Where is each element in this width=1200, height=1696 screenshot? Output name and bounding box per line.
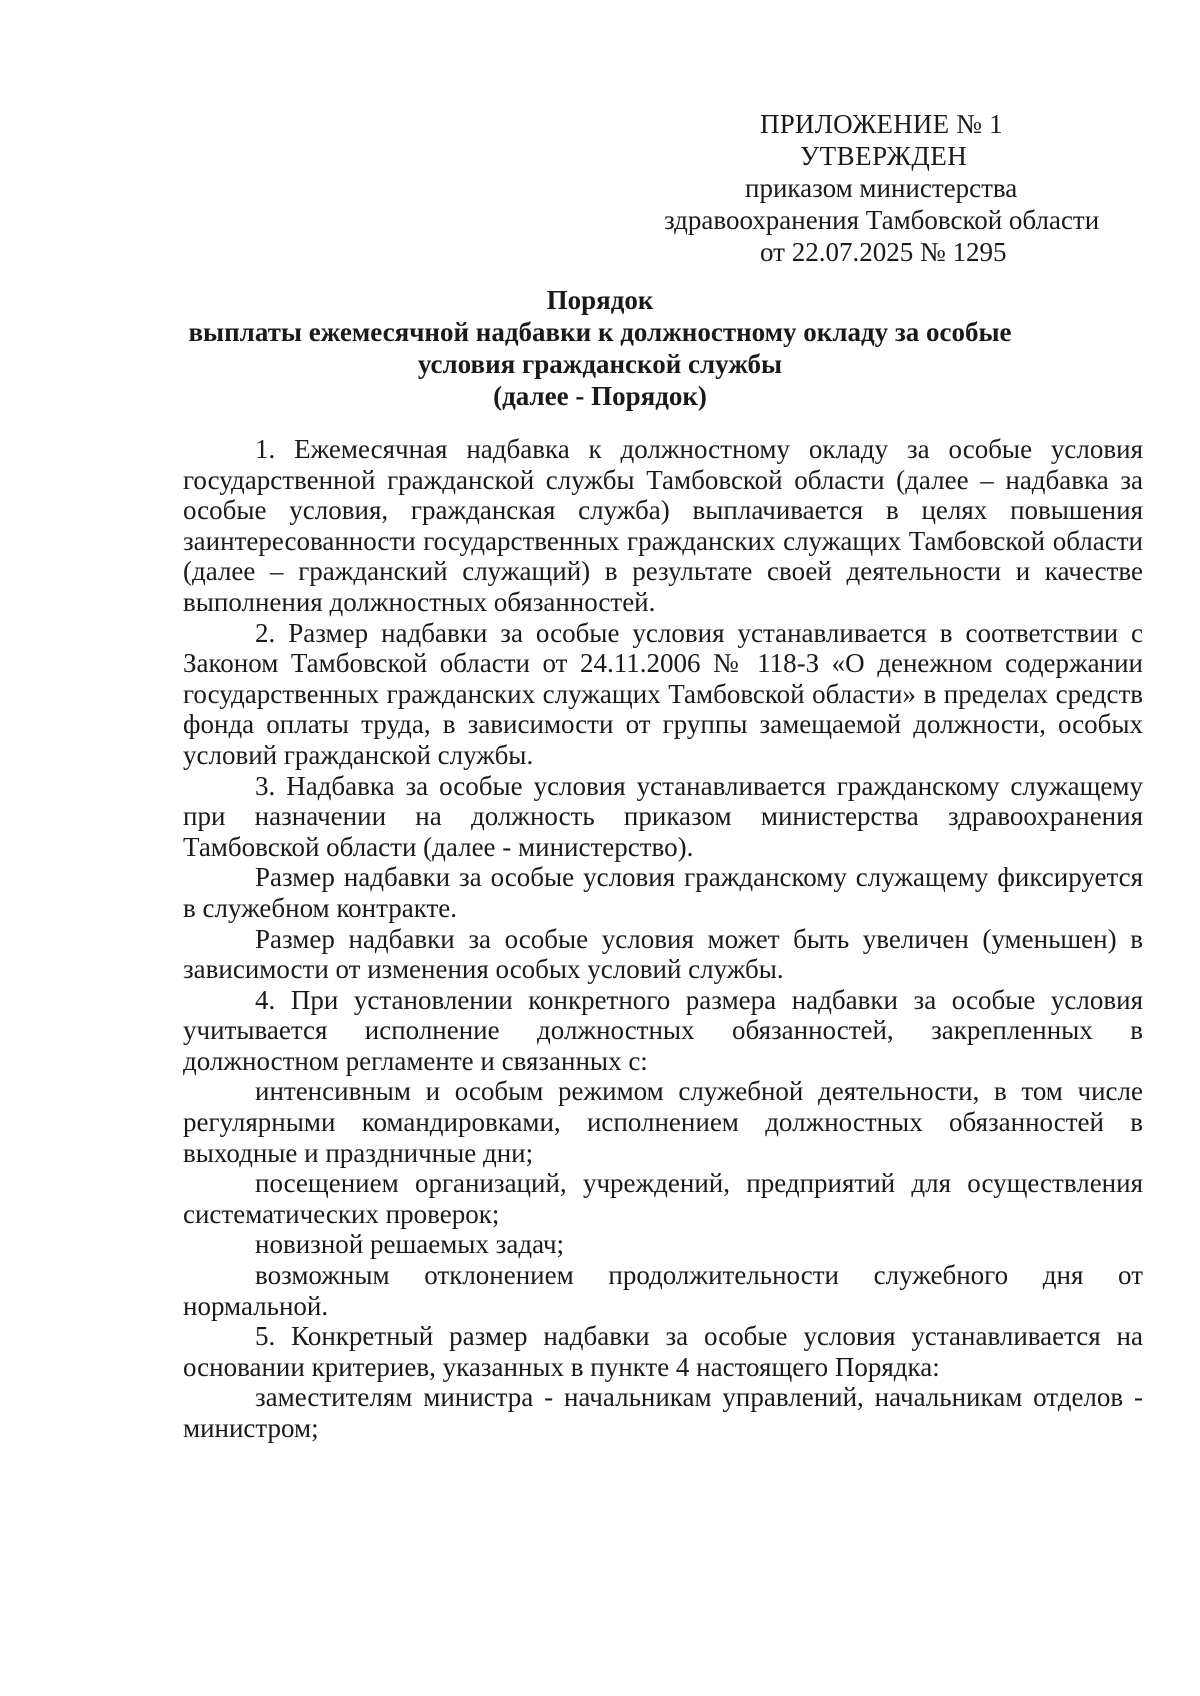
paragraph-5: 5. Конкретный размер надбавки за особые условия устанавливается на основании критериев, указанных в пункте 4 настоящего Порядка:: [183, 1321, 1143, 1382]
paragraph-4b: посещением организаций, учреждений, предприятий для осуществления систематических проверок;: [183, 1168, 1143, 1229]
order-line-2: здравоохранения Тамбовской области: [664, 205, 1100, 235]
paragraph-4a: интенсивным и особым режимом служебной деятельности, в том числе регулярными командировками, исполнением должностных обязанностей в выходные и праздничные дни;: [183, 1076, 1143, 1168]
paragraph-4: 4. При установлении конкретного размера надбавки за особые условия учитывается исполнение должностных обязанностей, закрепленных в должностном регламенте и связанных с:: [183, 984, 1143, 1076]
title-line-4: (далее - Порядок): [493, 381, 707, 411]
paragraph-5a: заместителям министра - начальникам управлений, начальникам отделов - министром;: [183, 1382, 1143, 1443]
paragraph-3b: Размер надбавки за особые условия может быть увеличен (уменьшен) в зависимости от изменения особых условий службы.: [183, 923, 1143, 985]
paragraph-3: 3. Надбавка за особые условия устанавливается гражданскому служащему при назначении на должность приказом министерства здравоохранения Тамбовской области (далее - министерство).: [183, 770, 1143, 862]
document-body: [183, 434, 1143, 1444]
title-line-3: условия гражданской службы: [417, 349, 783, 379]
approval-stamp: [600, 108, 1160, 268]
title-line-1: Порядок: [546, 285, 654, 315]
paragraph-3a: Размер надбавки за особые условия гражданскому служащему фиксируется в служебном контракте.: [183, 862, 1143, 923]
approved-label: УТВЕРЖДЕН: [800, 141, 968, 171]
order-line-3: от 22.07.2025 № 1295: [760, 237, 1007, 267]
title-line-2: выплаты ежемесячной надбавки к должностному окладу за особые: [188, 317, 1012, 347]
paragraph-4c: новизной решаемых задач;: [255, 1229, 565, 1260]
document-title: [160, 284, 1040, 412]
paragraph-2: 2. Размер надбавки за особые условия устанавливается в соответствии с Законом Тамбовской области от 24.11.2006 № 118-З «О денежном содержании государственных гражданских служащих Тамбовской области» в пределах средств фонда оплаты труда, в зависимости от группы замещаемой должности, особых условий гражданской службы.: [183, 617, 1143, 770]
order-line-1: приказом министерства: [745, 173, 1018, 203]
paragraph-1: 1. Ежемесячная надбавка к должностному окладу за особые условия государственной гражданской службы Тамбовской области (далее – надбавка за особые условия, гражданская служба) выплачивается в целях повышения заинтересованности государственных гражданских служащих Тамбовской области (далее – гражданский служащий) в результате своей деятельности и качестве выполнения должностных обязанностей.: [183, 434, 1143, 617]
paragraph-4d: возможным отклонением продолжительности служебного дня от нормальной.: [183, 1260, 1143, 1321]
appendix-label: ПРИЛОЖЕНИЕ № 1: [760, 109, 1003, 139]
